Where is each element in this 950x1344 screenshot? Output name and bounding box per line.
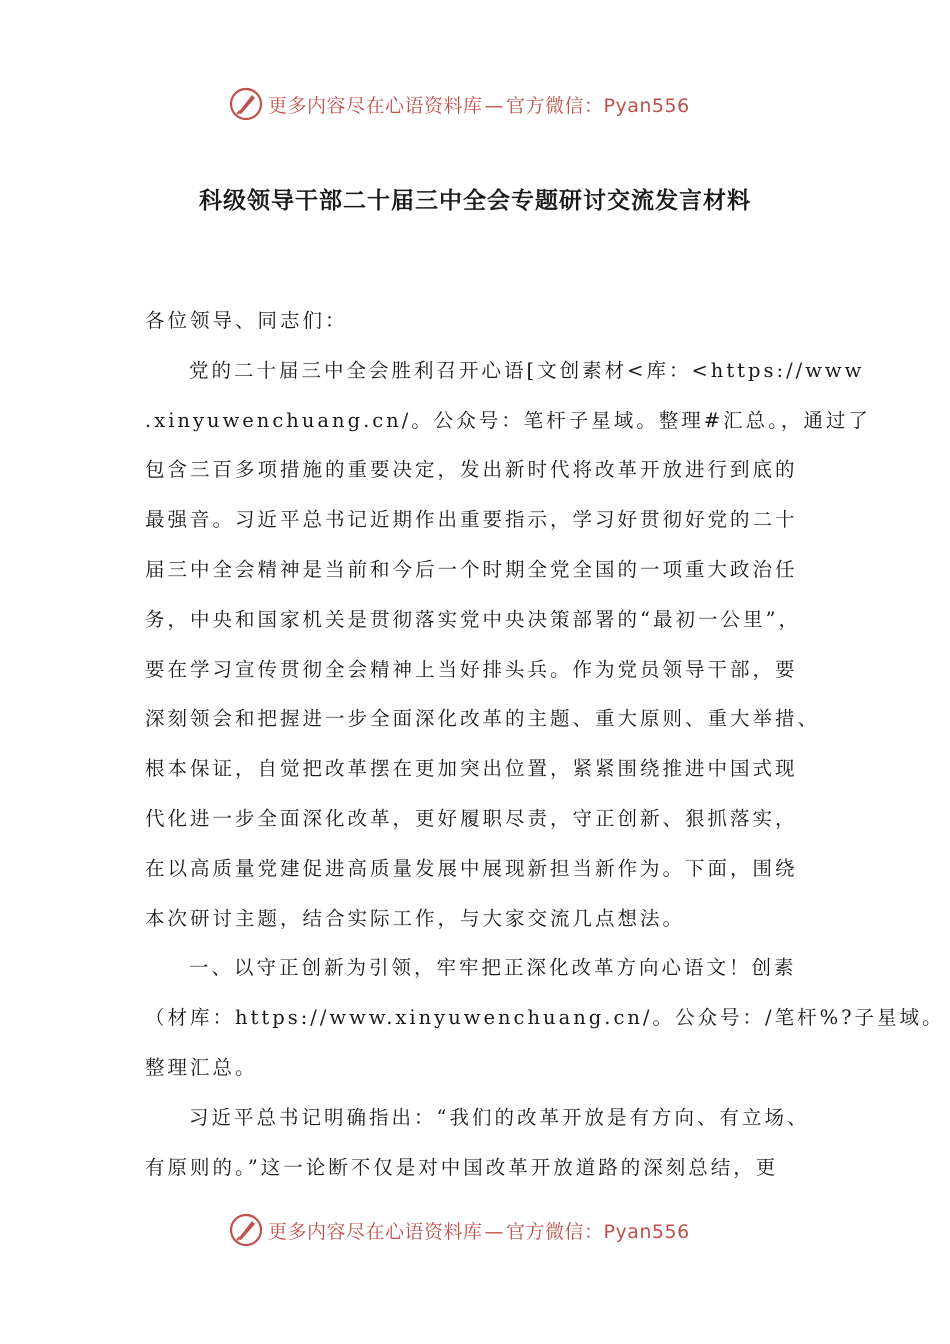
body-line: 根本保证，自觉把改革摆在更加突出位置，紧紧围绕推进中国式现 bbox=[145, 757, 798, 781]
body-line: 包含三百多项措施的重要决定，发出新时代将改革开放进行到底的 bbox=[145, 458, 798, 482]
salutation: 各位领导、同志们： bbox=[145, 309, 348, 332]
body-line: 最强音。习近平总书记近期作出重要指示，学习好贯彻好党的二十 bbox=[145, 508, 798, 532]
quill-logo-icon bbox=[228, 86, 264, 122]
body-line: 在以高质量党建促进高质量发展中展现新担当新作为。下面，围绕 bbox=[145, 856, 798, 880]
footer-watermark-text: 更多内容尽在心语资料库 — 官方微信：Pyan556 bbox=[268, 1220, 690, 1243]
body-line: 有原则的。”这一论断不仅是对中国改革开放道路的深刻总结，更 bbox=[145, 1155, 779, 1179]
header-banner bbox=[0, 82, 950, 126]
document-body bbox=[145, 296, 945, 1192]
quill-logo-icon bbox=[228, 1212, 264, 1248]
footer-banner bbox=[0, 1208, 950, 1252]
body-line: 深刻领会和把握进一步全面深化改革的主题、重大原则、重大举措、 bbox=[145, 707, 821, 731]
body-line: 本次研讨主题，结合实际工作，与大家交流几点想法。 bbox=[145, 906, 686, 930]
body-line: （材库：https://www.xinyuwenchuang.cn/。公众号：/笔杆%?子星域。 bbox=[145, 1006, 945, 1030]
document-title: 科级领导干部二十届三中全会专题研讨交流发言材料 bbox=[199, 188, 751, 214]
body-line: 代化进一步全面深化改革，更好履职尽责，守正创新、狠抓落实， bbox=[145, 806, 798, 830]
body-line: 务，中央和国家机关是贯彻落实党中央决策部署的“最初一公里”， bbox=[145, 607, 801, 631]
body-line: 党的二十届三中全会胜利召开心语[文创素材<库：<https://www bbox=[189, 358, 865, 382]
body-line: .xinyuwenchuang.cn/。公众号：笔杆子星域。整理#汇总。，通过了 bbox=[145, 408, 871, 432]
section-heading: 一、以守正创新为引领，牢牢把正深化改革方向心语文！创素 bbox=[189, 956, 797, 980]
body-line: 整理汇总。 bbox=[145, 1055, 258, 1079]
body-line: 习近平总书记明确指出：“我们的改革开放是有方向、有立场、 bbox=[189, 1105, 810, 1129]
body-line: 届三中全会精神是当前和今后一个时期全党全国的一项重大政治任 bbox=[145, 557, 798, 581]
body-line: 要在学习宣传贯彻全会精神上当好排头兵。作为党员领导干部，要 bbox=[145, 657, 798, 681]
header-watermark-text: 更多内容尽在心语资料库 — 官方微信：Pyan556 bbox=[268, 94, 690, 117]
